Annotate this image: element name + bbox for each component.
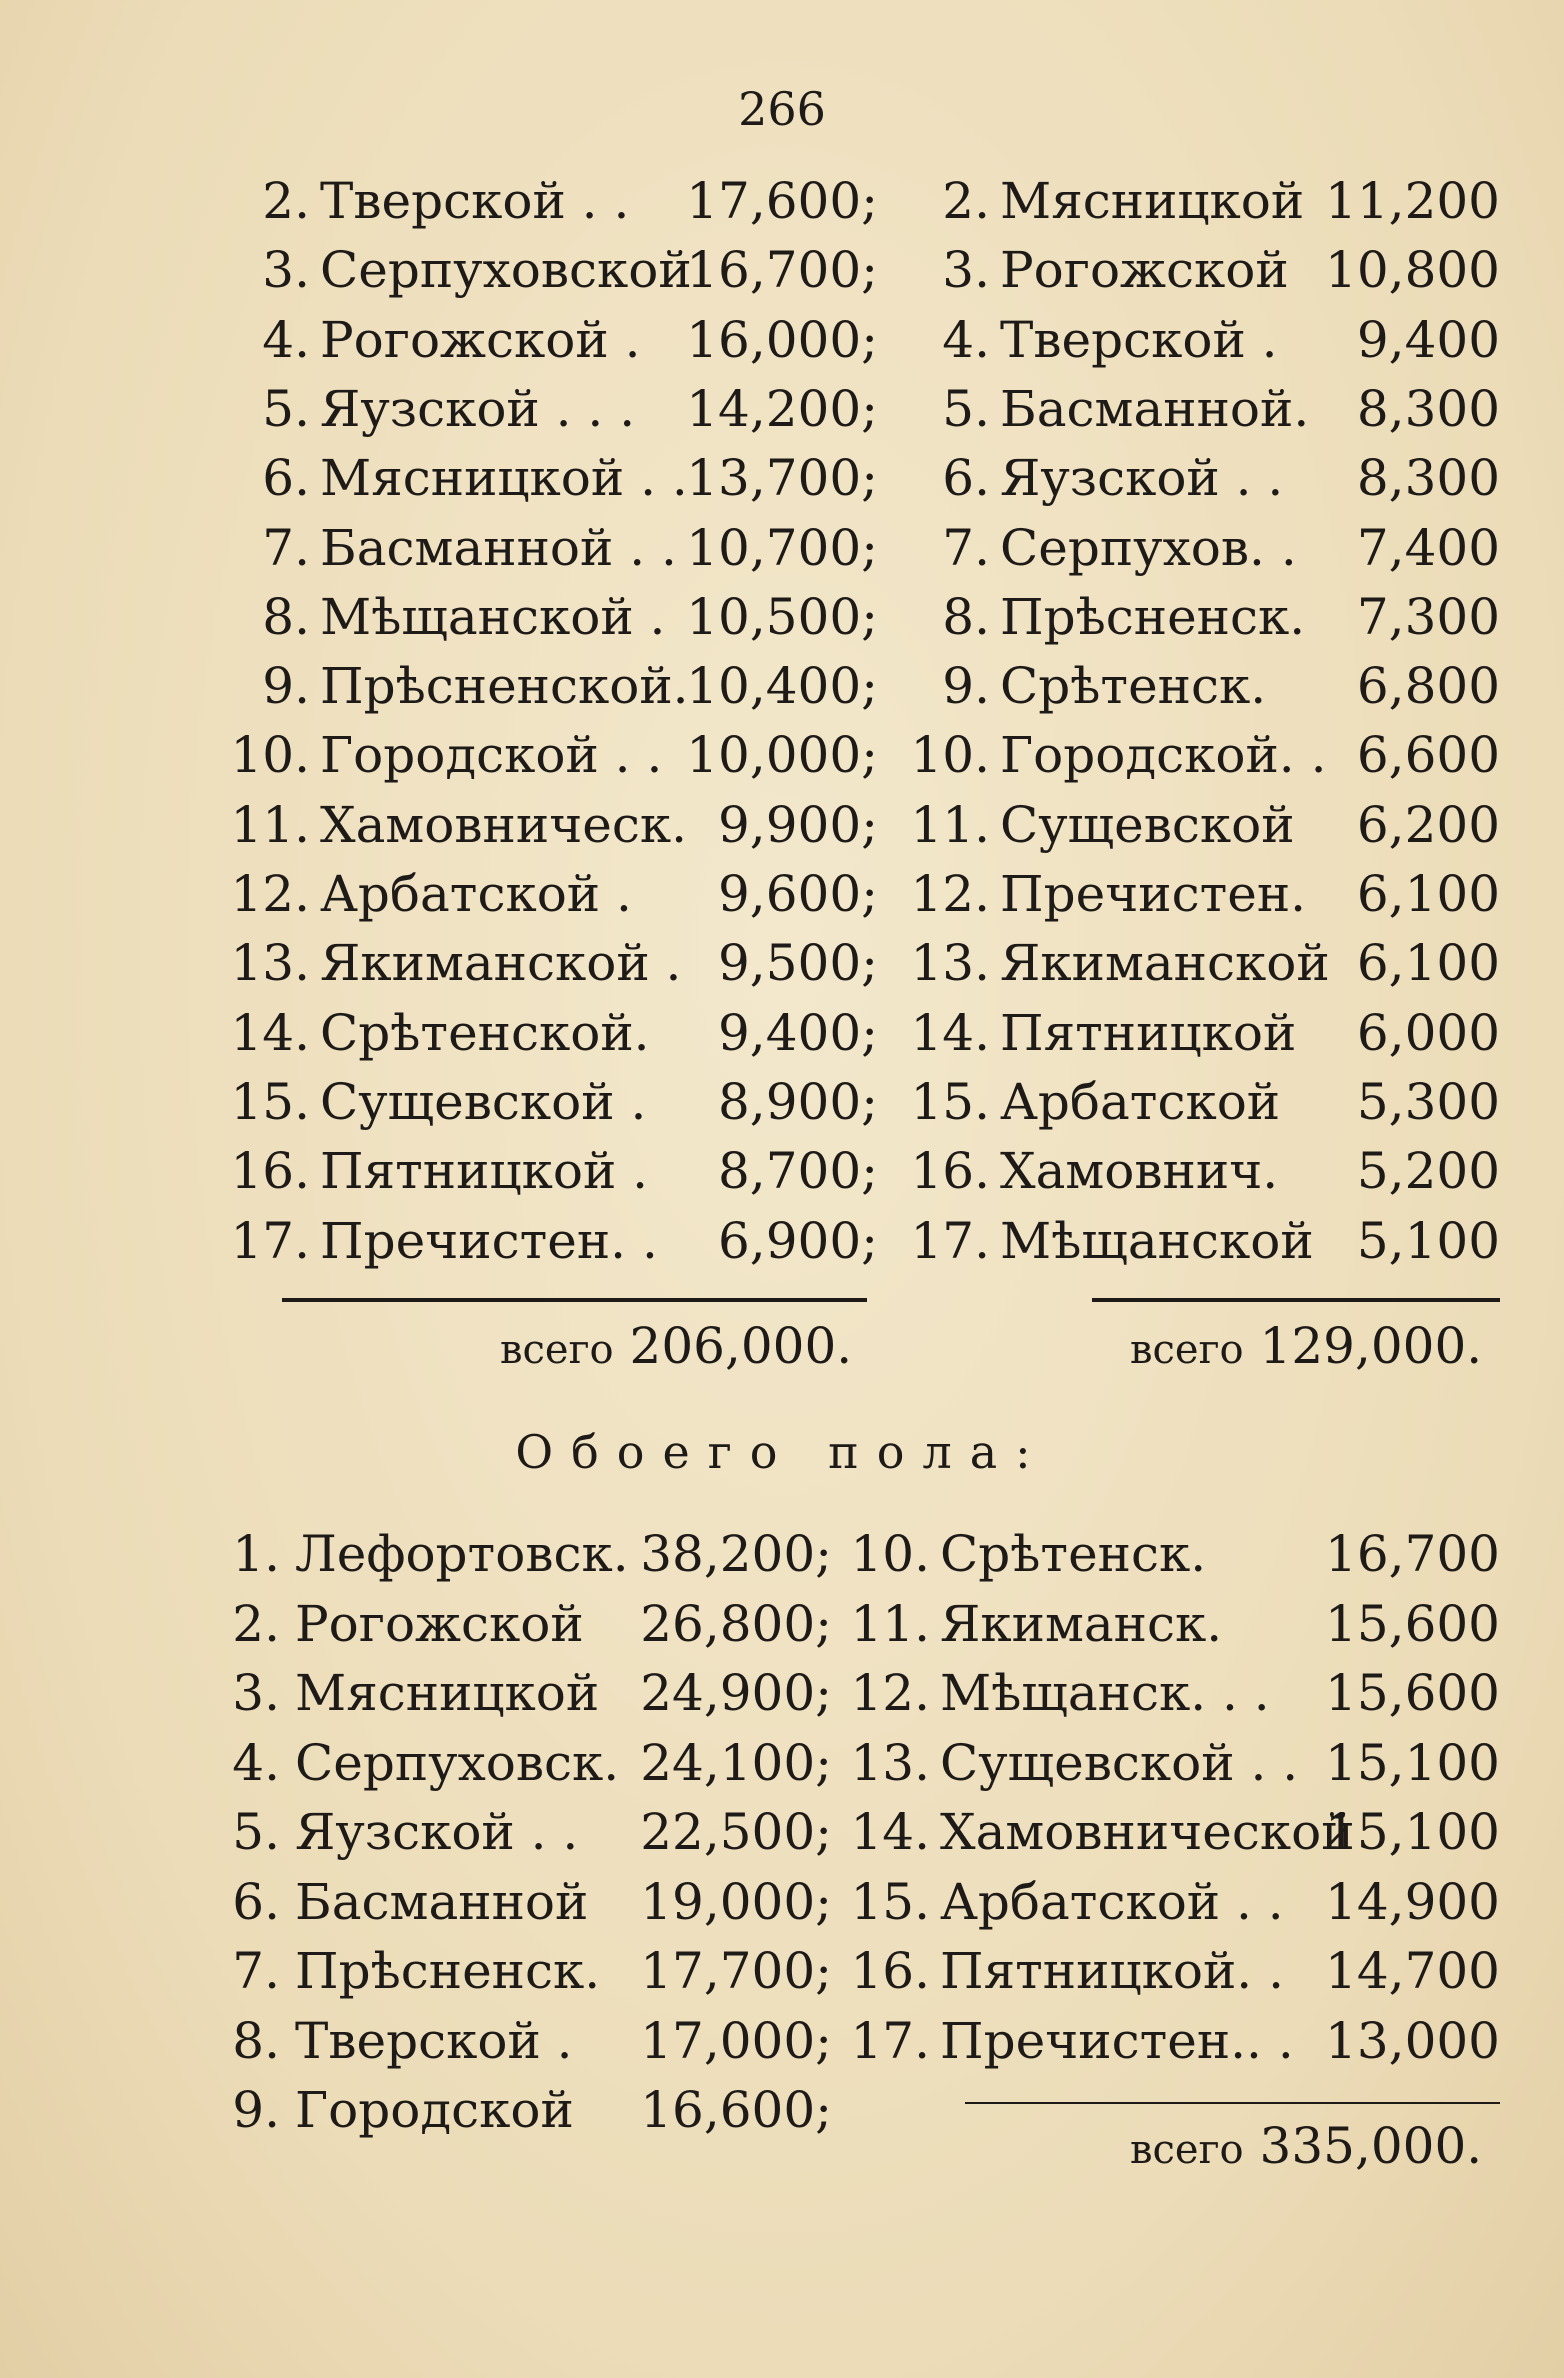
row-number: 6.	[942, 449, 990, 508]
table2-right-row	[0, 1801, 1564, 1863]
row-number: 7.	[942, 518, 990, 577]
row-number: 8.	[232, 2011, 280, 2070]
row-district: Тверской .	[1000, 310, 1278, 369]
row-value: 15,100	[1325, 1803, 1500, 1861]
row-value: 11,200	[1325, 172, 1500, 230]
total-word: всего	[500, 1327, 614, 1373]
row-number: 12.	[230, 865, 310, 923]
row-district: Прѣсненск.	[295, 1942, 601, 2000]
row-number: 16.	[850, 1942, 930, 2000]
row-number: 12.	[850, 1664, 930, 1722]
row-number: 2.	[942, 172, 990, 230]
row-district: Якиманской	[1000, 934, 1330, 993]
row-number: 17.	[230, 1211, 310, 1270]
row-value: 6,100	[1356, 865, 1500, 923]
row-district: Мѣщанской .	[320, 587, 666, 646]
row-value: 9,900;	[718, 795, 878, 854]
row-district: Яузской . . .	[320, 379, 636, 438]
table1-right-row	[0, 1002, 1564, 1064]
row-district: Якиманской .	[320, 934, 682, 993]
row-number: 5.	[232, 1803, 280, 1861]
row-value: 13,000	[1325, 2011, 1500, 2070]
table-2-total-right	[1130, 2115, 1482, 2181]
row-district: Тверской . .	[320, 172, 630, 230]
row-district: Мясницкой . .	[320, 449, 688, 508]
row-district: Мясницкой	[1000, 172, 1305, 230]
page-number: 266	[738, 82, 826, 136]
row-number: 13.	[910, 934, 990, 993]
table1-right-row	[0, 1140, 1564, 1202]
row-value: 5,100	[1356, 1211, 1500, 1270]
row-number: 12.	[910, 865, 990, 923]
row-district: Серпухов. .	[1000, 518, 1297, 577]
table1-right-row	[0, 932, 1564, 994]
row-number: 3.	[262, 241, 310, 300]
table-1-total-right	[1130, 1315, 1482, 1381]
row-district: Прѣсненской.	[320, 657, 689, 716]
row-value: 14,900	[1325, 1872, 1500, 1931]
row-value: 10,000;	[686, 726, 878, 785]
row-district: Пятницкой	[1000, 1003, 1297, 1062]
table-2-right-rule	[965, 2102, 1500, 2104]
table1-right-row	[0, 724, 1564, 786]
row-district: Басманной	[295, 1872, 589, 1931]
row-number: 9.	[942, 657, 990, 716]
row-number: 5.	[262, 379, 310, 438]
row-value: 6,900;	[718, 1211, 878, 1270]
row-value: 7,400	[1356, 518, 1500, 577]
row-value: 6,200	[1356, 795, 1500, 854]
row-value: 10,400;	[686, 657, 878, 716]
table-1-right-rule	[1092, 1298, 1500, 1302]
row-district: Мясницкой	[295, 1664, 600, 1722]
table2-right-row	[0, 1871, 1564, 1933]
table1-right-row	[0, 794, 1564, 856]
row-value: 8,900;	[718, 1072, 878, 1131]
row-value: 16,000;	[686, 310, 878, 369]
row-number: 17.	[910, 1211, 990, 1270]
row-value: 8,300	[1356, 379, 1500, 438]
row-value: 9,500;	[718, 934, 878, 993]
row-district: Пречистен. .	[320, 1211, 658, 1270]
row-district: Сущевской .	[320, 1072, 647, 1131]
row-value: 5,200	[1356, 1142, 1500, 1201]
row-district: Сущевской	[1000, 795, 1295, 854]
row-district: Городской . .	[320, 726, 663, 785]
row-value: 24,100;	[640, 1733, 832, 1792]
row-value: 7,300	[1356, 587, 1500, 646]
table1-right-row	[0, 239, 1564, 301]
row-value: 8,300	[1356, 449, 1500, 508]
row-district: Прѣсненск.	[1000, 587, 1306, 646]
table2-right-row	[0, 1732, 1564, 1794]
row-value: 6,100	[1356, 934, 1500, 993]
row-district: Якиманск.	[940, 1594, 1223, 1653]
row-number: 4.	[262, 310, 310, 369]
row-district: Серпуховск.	[295, 1733, 620, 1792]
row-number: 9.	[232, 2081, 280, 2139]
row-value: 6,800	[1356, 657, 1500, 716]
row-district: Мѣщанской	[1000, 1211, 1314, 1270]
table1-right-row	[0, 309, 1564, 371]
row-number: 11.	[230, 795, 310, 854]
row-value: 22,500;	[640, 1803, 832, 1861]
row-value: 9,400;	[718, 1003, 878, 1062]
row-number: 6.	[232, 1872, 280, 1931]
row-value: 16,700	[1325, 1525, 1500, 1583]
row-value: 16,700;	[686, 241, 878, 300]
row-district: Басманной.	[1000, 379, 1310, 438]
table-1-total-left	[500, 1315, 852, 1381]
row-value: 6,600	[1356, 726, 1500, 785]
row-value: 26,800;	[640, 1594, 832, 1653]
row-value: 8,700;	[718, 1142, 878, 1201]
row-value: 5,300	[1356, 1072, 1500, 1131]
row-number: 5.	[942, 379, 990, 438]
table1-right-row	[0, 1071, 1564, 1133]
row-value: 10,500;	[686, 587, 878, 646]
row-value: 10,800	[1325, 241, 1500, 300]
total-word: всего	[1130, 2127, 1244, 2173]
row-district: Хамовнич.	[1000, 1142, 1279, 1201]
row-district: Яузской . .	[1000, 449, 1284, 508]
row-number: 3.	[942, 241, 990, 300]
row-district: Срѣтенск.	[1000, 657, 1267, 716]
row-district: Арбатской . .	[940, 1872, 1284, 1931]
row-value: 15,600	[1325, 1664, 1500, 1722]
total-value: 335,000.	[1259, 2117, 1483, 2175]
row-number: 2.	[262, 172, 310, 230]
row-number: 7.	[262, 518, 310, 577]
row-district: Рогожской	[295, 1594, 584, 1653]
row-number: 15.	[230, 1072, 310, 1131]
row-value: 38,200;	[640, 1525, 832, 1583]
row-district: Арбатской	[1000, 1072, 1281, 1131]
table1-right-row	[0, 517, 1564, 579]
row-number: 6.	[262, 449, 310, 508]
row-district: Срѣтенск.	[940, 1525, 1207, 1583]
row-district: Срѣтенской.	[320, 1003, 650, 1062]
row-value: 16,600;	[640, 2081, 832, 2139]
row-district: Городской	[295, 2081, 574, 2139]
row-value: 10,700;	[686, 518, 878, 577]
row-number: 13.	[230, 934, 310, 993]
row-district: Яузской . .	[295, 1803, 579, 1861]
row-district: Пречистен.	[1000, 865, 1307, 923]
table2-right-row	[0, 1523, 1564, 1585]
row-number: 2.	[232, 1594, 280, 1653]
row-number: 14.	[850, 1803, 930, 1861]
row-district: Мѣщанск. . .	[940, 1664, 1270, 1722]
total-word: всего	[1130, 1327, 1244, 1373]
row-value: 15,600	[1325, 1594, 1500, 1653]
table2-right-row	[0, 1940, 1564, 2002]
row-number: 17.	[850, 2011, 930, 2070]
row-district: Серпуховской	[320, 241, 692, 300]
table1-right-row	[0, 1210, 1564, 1272]
row-district: Городской. .	[1000, 726, 1327, 785]
table1-right-row	[0, 655, 1564, 717]
row-value: 9,400	[1356, 310, 1500, 369]
row-value: 19,000;	[640, 1872, 832, 1931]
row-value: 14,700	[1325, 1942, 1500, 2000]
row-number: 14.	[910, 1003, 990, 1062]
row-number: 13.	[850, 1733, 930, 1792]
row-number: 11.	[850, 1594, 930, 1653]
row-number: 16.	[910, 1142, 990, 1201]
row-number: 3.	[232, 1664, 280, 1722]
row-value: 15,100	[1325, 1733, 1500, 1792]
section-heading: Обоего пола:	[515, 1425, 1049, 1479]
row-number: 4.	[232, 1733, 280, 1792]
row-number: 4.	[942, 310, 990, 369]
table2-right-row	[0, 2010, 1564, 2072]
row-district: Хамовническ.	[320, 795, 687, 854]
row-value: 6,000	[1356, 1003, 1500, 1062]
row-number: 9.	[262, 657, 310, 716]
total-value: 129,000.	[1259, 1317, 1483, 1375]
table1-right-row	[0, 586, 1564, 648]
row-number: 8.	[262, 587, 310, 646]
row-value: 24,900;	[640, 1664, 832, 1722]
row-district: Хамовнической	[940, 1803, 1355, 1861]
row-district: Пятницкой .	[320, 1142, 649, 1201]
row-district: Пятницкой. .	[940, 1942, 1284, 2000]
row-district: Басманной . .	[320, 518, 677, 577]
row-value: 17,000;	[640, 2011, 832, 2070]
row-number: 14.	[230, 1003, 310, 1062]
table-1-left-rule	[282, 1298, 867, 1302]
row-value: 14,200;	[686, 379, 878, 438]
row-district: Тверской .	[295, 2011, 573, 2070]
row-value: 13,700;	[686, 449, 878, 508]
table1-right-row	[0, 447, 1564, 509]
row-value: 9,600;	[718, 865, 878, 923]
row-number: 10.	[910, 726, 990, 785]
row-district: Пречистен.. .	[940, 2011, 1294, 2070]
row-value: 17,600;	[686, 172, 878, 230]
row-number: 8.	[942, 587, 990, 646]
row-district: Сущевской . .	[940, 1733, 1299, 1792]
table1-right-row	[0, 863, 1564, 925]
row-district: Лефортовск.	[295, 1525, 629, 1583]
table1-right-row	[0, 378, 1564, 440]
row-district: Рогожской .	[320, 310, 641, 369]
row-number: 10.	[230, 726, 310, 785]
table2-right-row	[0, 1662, 1564, 1724]
table1-right-row	[0, 170, 1564, 232]
row-number: 7.	[232, 1942, 280, 2000]
row-district: Рогожской	[1000, 241, 1289, 300]
row-number: 15.	[850, 1872, 930, 1931]
table2-right-row	[0, 1593, 1564, 1655]
row-number: 15.	[910, 1072, 990, 1131]
row-number: 16.	[230, 1142, 310, 1201]
total-value: 206,000.	[629, 1317, 853, 1375]
row-number: 1.	[232, 1525, 280, 1583]
row-number: 11.	[910, 795, 990, 854]
row-number: 10.	[850, 1525, 930, 1583]
row-value: 17,700;	[640, 1942, 832, 2000]
row-district: Арбатской .	[320, 865, 632, 923]
